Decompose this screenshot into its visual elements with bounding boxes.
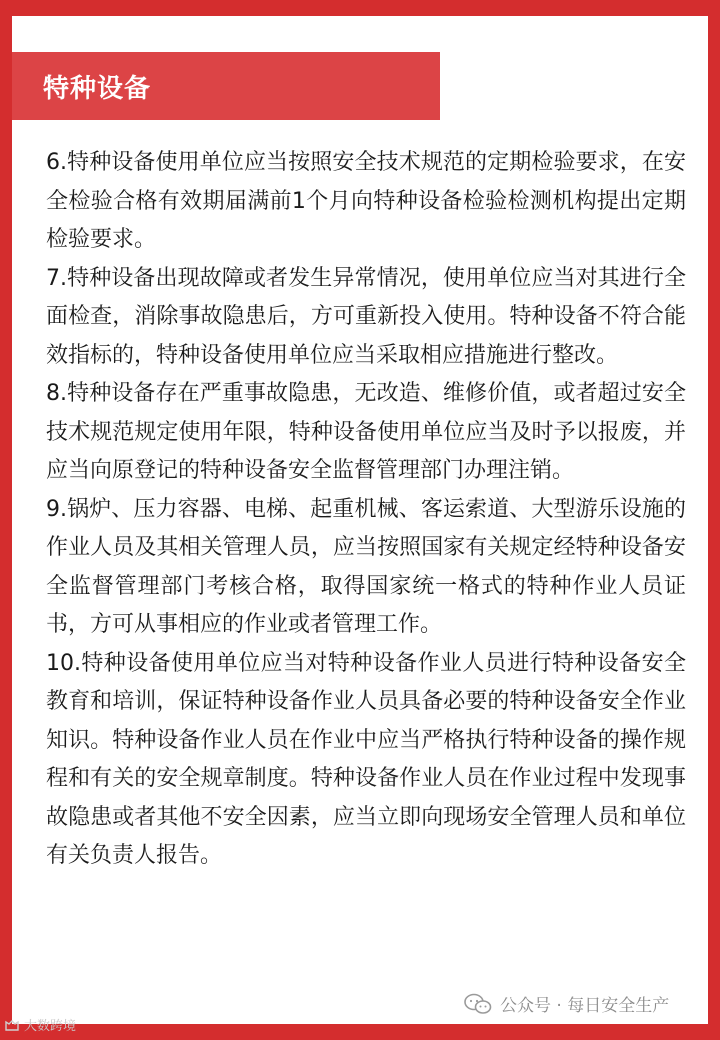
section-header (12, 52, 440, 120)
section-title: 特种设备 (43, 73, 152, 104)
paragraph-9: 9.锅炉、压力容器、电梯、起重机械、客运索道、大型游乐设施的作业人员及其相关管理人员，应当按照国家有关规定经特种设备安全监督管理部门考核合格，取得国家统一格式的特种作业人员证书，方可从事相应的作业或者管理工作。 (46, 496, 686, 637)
paragraph-10: 10.特种设备使用单位应当对特种设备作业人员进行特种设备安全教育和培训，保证特种设备作业人员具备必要的特种设备安全作业知识。特种设备作业人员在作业中应当严格执行特种设备的操作规程和有关的安全规章制度。特种设备作业人员在作业过程中发现事故隐患或者其他不安全因素，应当立即向现场安全管理人员和单位有关负责人报告。 (46, 650, 686, 868)
wechat-icon (464, 993, 492, 1015)
wechat-watermark (464, 991, 669, 1016)
corner-watermark-text: 大数跨境 (24, 1019, 77, 1034)
content-card (12, 16, 708, 1024)
article-body (46, 144, 686, 876)
watermark-brand-text: 公众号 · 每日安全生产 (500, 996, 670, 1016)
paragraph-6: 6.特种设备使用单位应当按照安全技术规范的定期检验要求，在安全检验合格有效期届满前1个月向特种设备检验检测机构提出定期检验要求。 (46, 150, 686, 252)
paragraph-7: 7.特种设备出现故障或者发生异常情况，使用单位应当对其进行全面检查，消除事故隐患后，方可重新投入使用。特种设备不符合能效指标的，特种设备使用单位应当采取相应措施进行整改。 (46, 265, 686, 368)
corner-watermark (4, 1015, 76, 1034)
cat-icon (4, 1018, 20, 1032)
paragraph-8: 8.特种设备存在严重事故隐患，无改造、维修价值，或者超过安全技术规范规定使用年限，特种设备使用单位应当及时予以报废，并应当向原登记的特种设备安全监督管理部门办理注销。 (46, 381, 686, 483)
